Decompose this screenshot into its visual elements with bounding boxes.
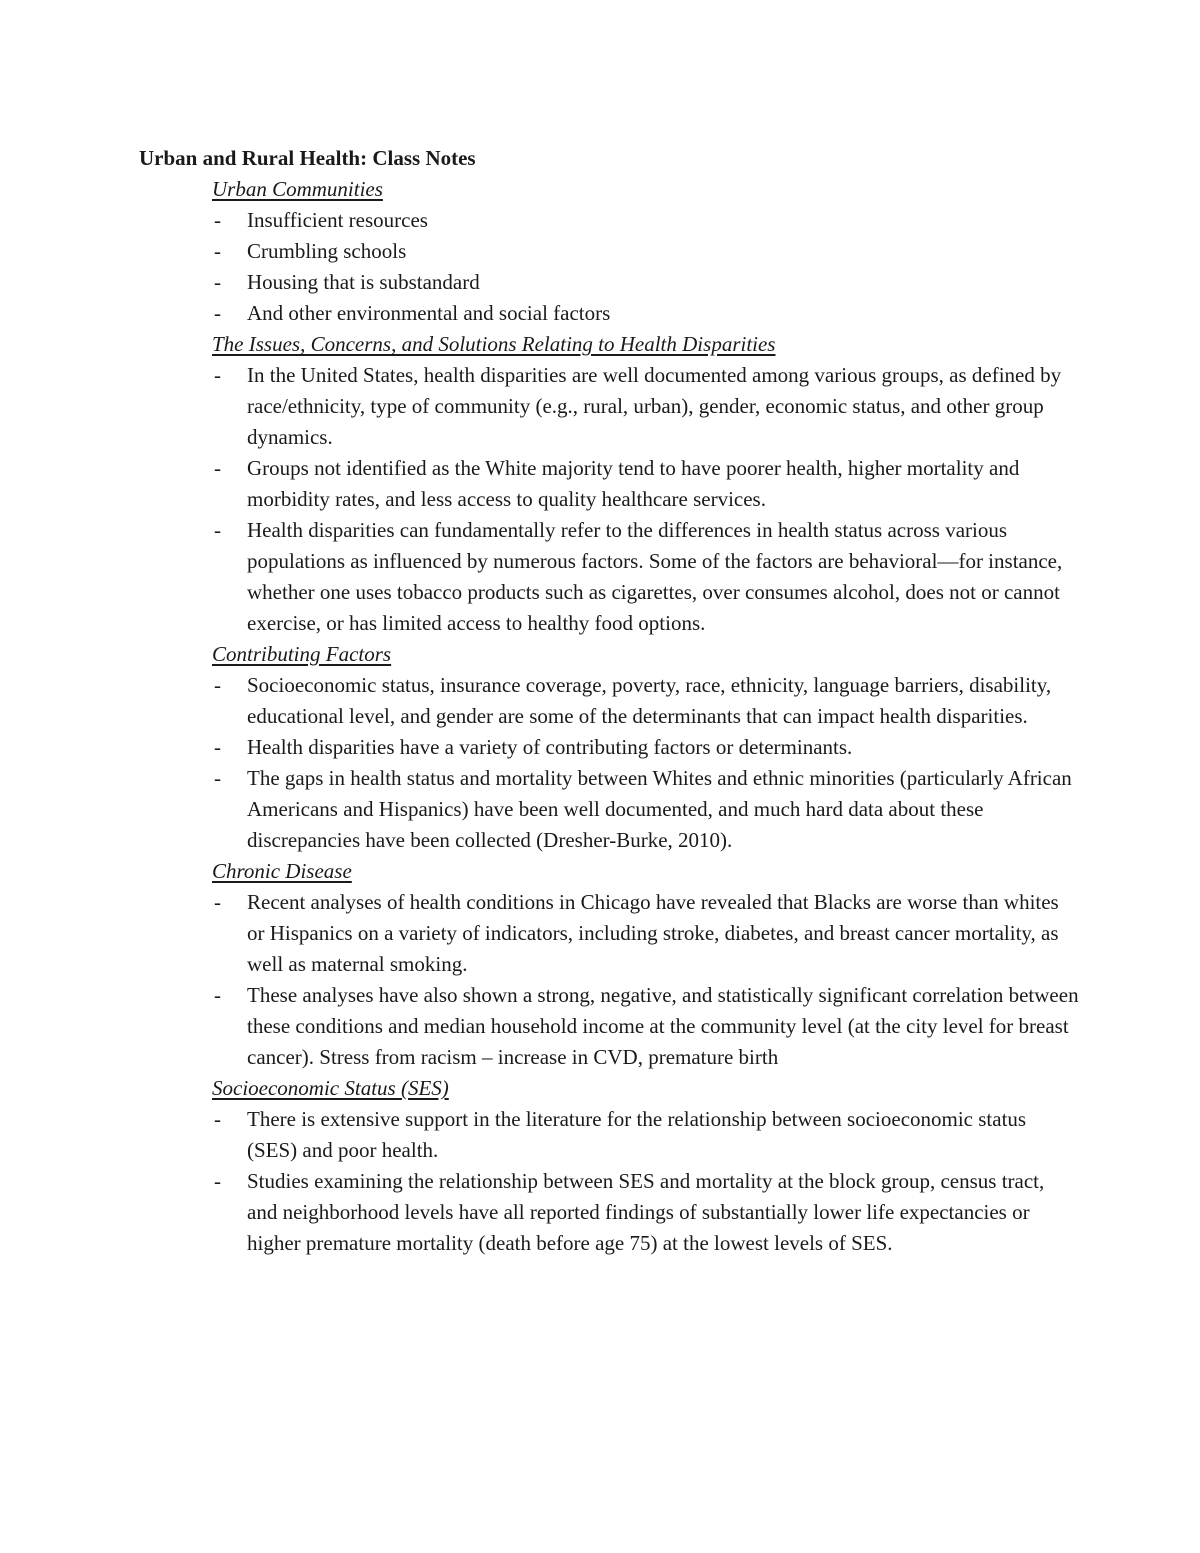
list-item: [139, 267, 1079, 298]
section-heading: Chronic Disease: [212, 859, 352, 883]
bullet-dash: -: [214, 983, 221, 1007]
list-item: [139, 763, 1079, 856]
list-item: [139, 670, 1079, 732]
list-item-text: These analyses have also shown a strong, negative, and statistically significant correlation between these conditions and median household income at the community level (at the city level for breast cancer). Stress from racism – increase in CVD, premature birth: [247, 983, 1079, 1069]
bullet-dash: -: [214, 1169, 221, 1193]
list-item: [139, 515, 1079, 639]
list-item: [139, 887, 1079, 980]
list-item: [139, 1166, 1079, 1259]
bullet-list: [139, 360, 1079, 639]
list-item-text: There is extensive support in the literature for the relationship between socioeconomic status (SES) and poor health.: [247, 1107, 1027, 1162]
section-chronic-disease: [139, 856, 1079, 1073]
section-health-disparities: [139, 329, 1079, 639]
list-item-text: Groups not identified as the White majority tend to have poorer health, higher mortality and morbidity rates, and less access to quality healthcare services.: [247, 456, 1020, 511]
section-heading: Socioeconomic Status (SES): [212, 1076, 449, 1100]
list-item-text: Studies examining the relationship between SES and mortality at the block group, census tract, and neighborhood levels have all reported findings of substantially lower life expectancies or higher premature mortality (death before age 75) at the lowest levels of SES.: [247, 1169, 1045, 1255]
section-heading: Urban Communities: [212, 177, 383, 201]
bullet-list: [139, 670, 1079, 856]
section-contributing-factors: [139, 639, 1079, 856]
list-item: [139, 360, 1079, 453]
document-title: Urban and Rural Health: Class Notes: [139, 146, 476, 170]
list-item: [139, 980, 1079, 1073]
bullet-dash: -: [214, 270, 221, 294]
list-item: [139, 732, 1079, 763]
bullet-dash: -: [214, 735, 221, 759]
bullet-dash: -: [214, 766, 221, 790]
section-socioeconomic-status: [139, 1073, 1079, 1259]
bullet-dash: -: [214, 890, 221, 914]
list-item: [139, 205, 1079, 236]
list-item-text: Health disparities can fundamentally refer to the differences in health status across various populations as influenced by numerous factors. Some of the factors are behavioral—for instance, whether one uses tobacco products such as cigarettes, over consumes alcohol, does not or cannot exercise, or has limited access to healthy food options.: [247, 518, 1063, 635]
list-item: [139, 453, 1079, 515]
list-item-text: In the United States, health disparities are well documented among various groups, as defined by race/ethnicity, type of community (e.g., rural, urban), gender, economic status, and other group dynamics.: [247, 363, 1062, 449]
bullet-dash: -: [214, 518, 221, 542]
list-item: [139, 298, 1079, 329]
section-urban-communities: [139, 174, 1079, 329]
bullet-dash: -: [214, 363, 221, 387]
list-item: [139, 236, 1079, 267]
section-heading: Contributing Factors: [212, 642, 392, 666]
list-item-text: Recent analyses of health conditions in Chicago have revealed that Blacks are worse than whites or Hispanics on a variety of indicators, including stroke, diabetes, and breast cancer mortality, as well as maternal smoking.: [247, 890, 1059, 976]
list-item-text: Health disparities have a variety of contributing factors or determinants.: [247, 735, 853, 759]
bullet-list: [139, 887, 1079, 1073]
section-heading: The Issues, Concerns, and Solutions Relating to Health Disparities: [212, 332, 776, 356]
bullet-dash: -: [214, 673, 221, 697]
list-item-text: Crumbling schools: [247, 239, 407, 263]
bullet-dash: -: [214, 208, 221, 232]
bullet-list: [139, 1104, 1079, 1259]
document-body: [139, 143, 1079, 1259]
list-item-text: The gaps in health status and mortality between Whites and ethnic minorities (particularly African Americans and Hispanics) have been well documented, and much hard data about these discrepancies have been collected (Dresher-Burke, 2010).: [247, 766, 1072, 852]
bullet-dash: -: [214, 239, 221, 263]
list-item-text: Housing that is substandard: [247, 270, 480, 294]
bullet-dash: -: [214, 1107, 221, 1131]
bullet-dash: -: [214, 301, 221, 325]
list-item-text: Insufficient resources: [247, 208, 428, 232]
list-item: [139, 1104, 1079, 1166]
list-item-text: And other environmental and social factors: [247, 301, 611, 325]
bullet-dash: -: [214, 456, 221, 480]
list-item-text: Socioeconomic status, insurance coverage, poverty, race, ethnicity, language barriers, disability, educational level, and gender are some of the determinants that can impact health disparities.: [247, 673, 1052, 728]
bullet-list: [139, 205, 1079, 329]
